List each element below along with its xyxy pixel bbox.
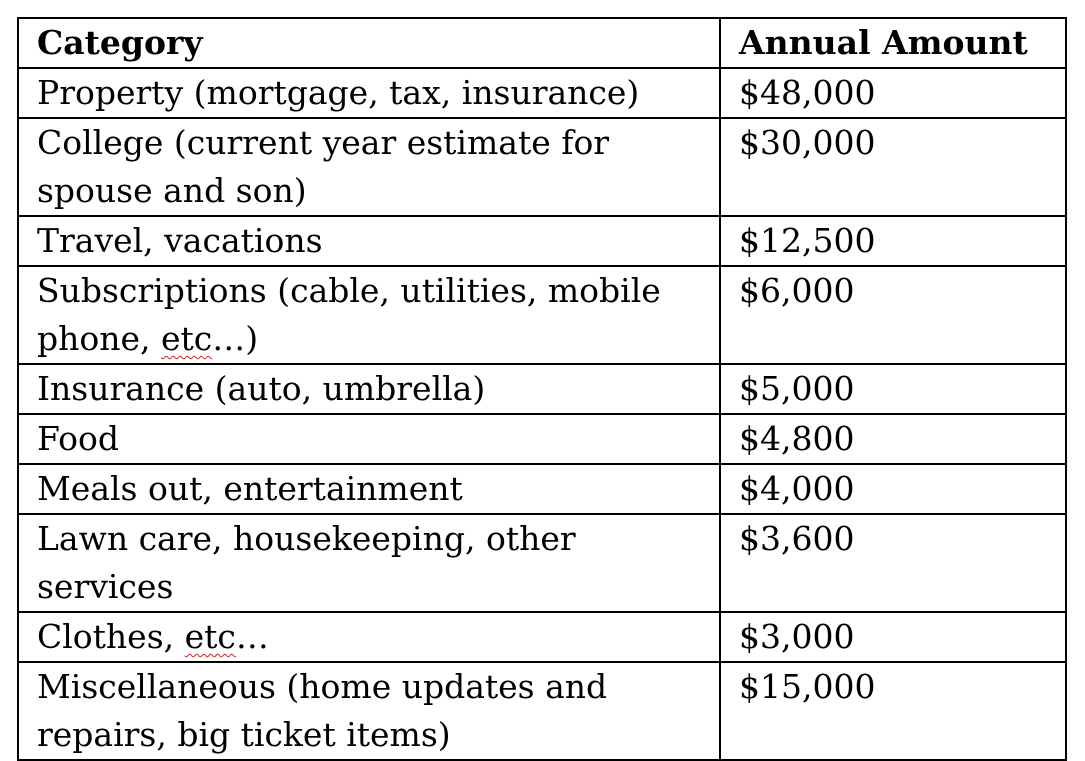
amount-cell: $12,500	[720, 216, 1066, 266]
spellcheck-flagged-word: etc	[184, 617, 236, 656]
amount-cell: $3,000	[720, 612, 1066, 662]
category-cell: Lawn care, housekeeping, other services	[18, 514, 720, 612]
table-row	[18, 514, 1066, 612]
table-row	[18, 414, 1066, 464]
header-category: Category	[18, 18, 720, 68]
expense-table	[17, 17, 1067, 761]
table-row	[18, 464, 1066, 514]
amount-cell: $5,000	[720, 364, 1066, 414]
table-row	[18, 364, 1066, 414]
category-cell	[18, 612, 720, 662]
category-cell: Miscellaneous (home updates and repairs, big ticket items)	[18, 662, 720, 760]
category-text: Subscriptions (cable, utilities, mobile phone,	[37, 271, 661, 358]
table-row	[18, 216, 1066, 266]
table-header-row	[18, 18, 1066, 68]
category-cell: Insurance (auto, umbrella)	[18, 364, 720, 414]
category-cell	[18, 266, 720, 364]
amount-cell: $30,000	[720, 118, 1066, 216]
category-cell: Food	[18, 414, 720, 464]
table-row	[18, 118, 1066, 216]
spellcheck-flagged-word: etc	[161, 319, 213, 358]
amount-cell: $4,800	[720, 414, 1066, 464]
category-cell: College (current year estimate for spouse and son)	[18, 118, 720, 216]
table-row	[18, 68, 1066, 118]
amount-cell: $3,600	[720, 514, 1066, 612]
amount-cell: $15,000	[720, 662, 1066, 760]
table-row	[18, 612, 1066, 662]
amount-cell: $4,000	[720, 464, 1066, 514]
table-row	[18, 662, 1066, 760]
category-text: …)	[212, 319, 259, 358]
category-text: Clothes,	[37, 617, 185, 656]
amount-cell: $48,000	[720, 68, 1066, 118]
amount-cell: $6,000	[720, 266, 1066, 364]
table-row	[18, 266, 1066, 364]
category-text: …	[235, 617, 269, 656]
category-cell: Meals out, entertainment	[18, 464, 720, 514]
category-cell: Property (mortgage, tax, insurance)	[18, 68, 720, 118]
header-annual-amount: Annual Amount	[720, 18, 1066, 68]
category-cell: Travel, vacations	[18, 216, 720, 266]
